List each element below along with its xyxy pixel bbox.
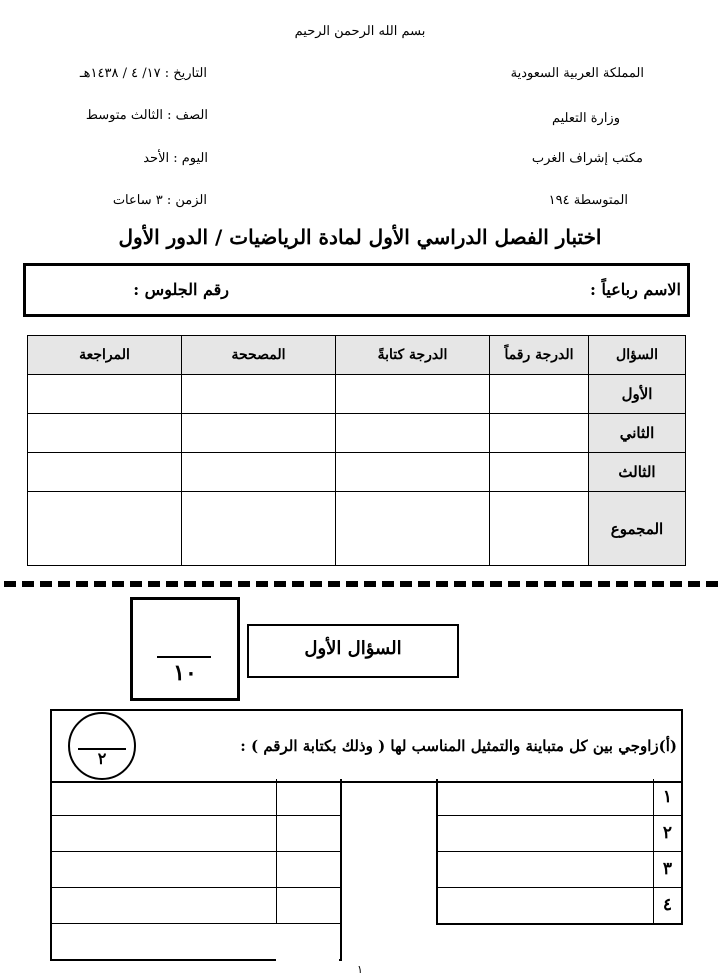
part-a-score: ٢	[97, 749, 107, 768]
cell	[182, 492, 336, 566]
seat-number-label: رقم الجلوس :	[133, 280, 229, 299]
item-number: ١	[662, 787, 673, 807]
header-right-4: المتوسطة ١٩٤	[548, 193, 628, 208]
cell	[182, 375, 336, 414]
exam-date: التاريخ : ١٧/ ٤ / ١٤٣٨هـ	[79, 66, 207, 81]
grid-line	[52, 851, 340, 852]
part-a-instruction: (أ)زاوجي بين كل متباينة والتمثيل المناسب لها ( وذلك بكتابة الرقم ) :	[240, 737, 677, 755]
part-a-score-circle	[68, 712, 136, 780]
exam-title: اختبار الفصل الدراسي الأول لمادة الرياضيات / الدور الأول	[118, 225, 602, 249]
table-row	[28, 414, 686, 453]
grid-line	[438, 815, 681, 816]
cell	[336, 375, 490, 414]
item-number: ٤	[662, 895, 673, 915]
item-number: ٢	[662, 823, 673, 843]
row-label: الثالث	[589, 453, 686, 492]
question-title-box	[247, 624, 459, 678]
exam-grade: الصف : الثالث متوسط	[85, 108, 208, 123]
table-row	[28, 375, 686, 414]
question-score-box	[130, 597, 240, 701]
exam-day: اليوم : الأحد	[143, 151, 208, 166]
grid-line	[52, 815, 340, 816]
student-info-box	[23, 263, 690, 317]
header-right-2: وزارة التعليم	[551, 111, 620, 126]
cell	[490, 492, 589, 566]
cell	[490, 453, 589, 492]
cell	[490, 414, 589, 453]
header-question: السؤال	[589, 336, 686, 375]
header-reviewer: المراجعة	[28, 336, 182, 375]
part-a-box	[50, 709, 683, 783]
cell	[28, 453, 182, 492]
dashed-separator	[4, 581, 718, 587]
cell	[490, 375, 589, 414]
student-name-label: الاسم رباعياً :	[590, 280, 681, 299]
header-grade-words: الدرجة كتابةً	[336, 336, 490, 375]
cell	[182, 453, 336, 492]
exam-duration: الزمن : ٣ ساعات	[112, 193, 207, 208]
header-corrector: المصححة	[182, 336, 336, 375]
cell	[336, 492, 490, 566]
row-label: الأول	[589, 375, 686, 414]
grid-line	[52, 887, 340, 888]
cell	[28, 414, 182, 453]
question-title: السؤال الأول	[304, 638, 402, 659]
numbered-grid	[436, 779, 683, 925]
question-score: ١٠	[173, 660, 197, 686]
header-right-1: المملكة العربية السعودية	[510, 66, 644, 81]
grid-gap	[276, 924, 339, 961]
header-grade-number: الدرجة رقماً	[490, 336, 589, 375]
row-label: الثاني	[589, 414, 686, 453]
cell	[336, 414, 490, 453]
cell	[28, 492, 182, 566]
grid-line	[438, 851, 681, 852]
cell	[182, 414, 336, 453]
score-line	[157, 656, 211, 658]
grades-header-row	[28, 336, 686, 375]
cell	[28, 375, 182, 414]
grades-table	[27, 335, 686, 566]
header-right-3: مكتب إشراف الغرب	[531, 151, 643, 166]
basmala: بسم الله الرحمن الرحيم	[294, 24, 426, 39]
page-number: ١	[357, 963, 363, 976]
row-label: المجموع	[589, 492, 686, 566]
cell	[336, 453, 490, 492]
table-row	[28, 492, 686, 566]
item-number: ٣	[662, 859, 673, 879]
grid-line	[438, 887, 681, 888]
table-row	[28, 453, 686, 492]
